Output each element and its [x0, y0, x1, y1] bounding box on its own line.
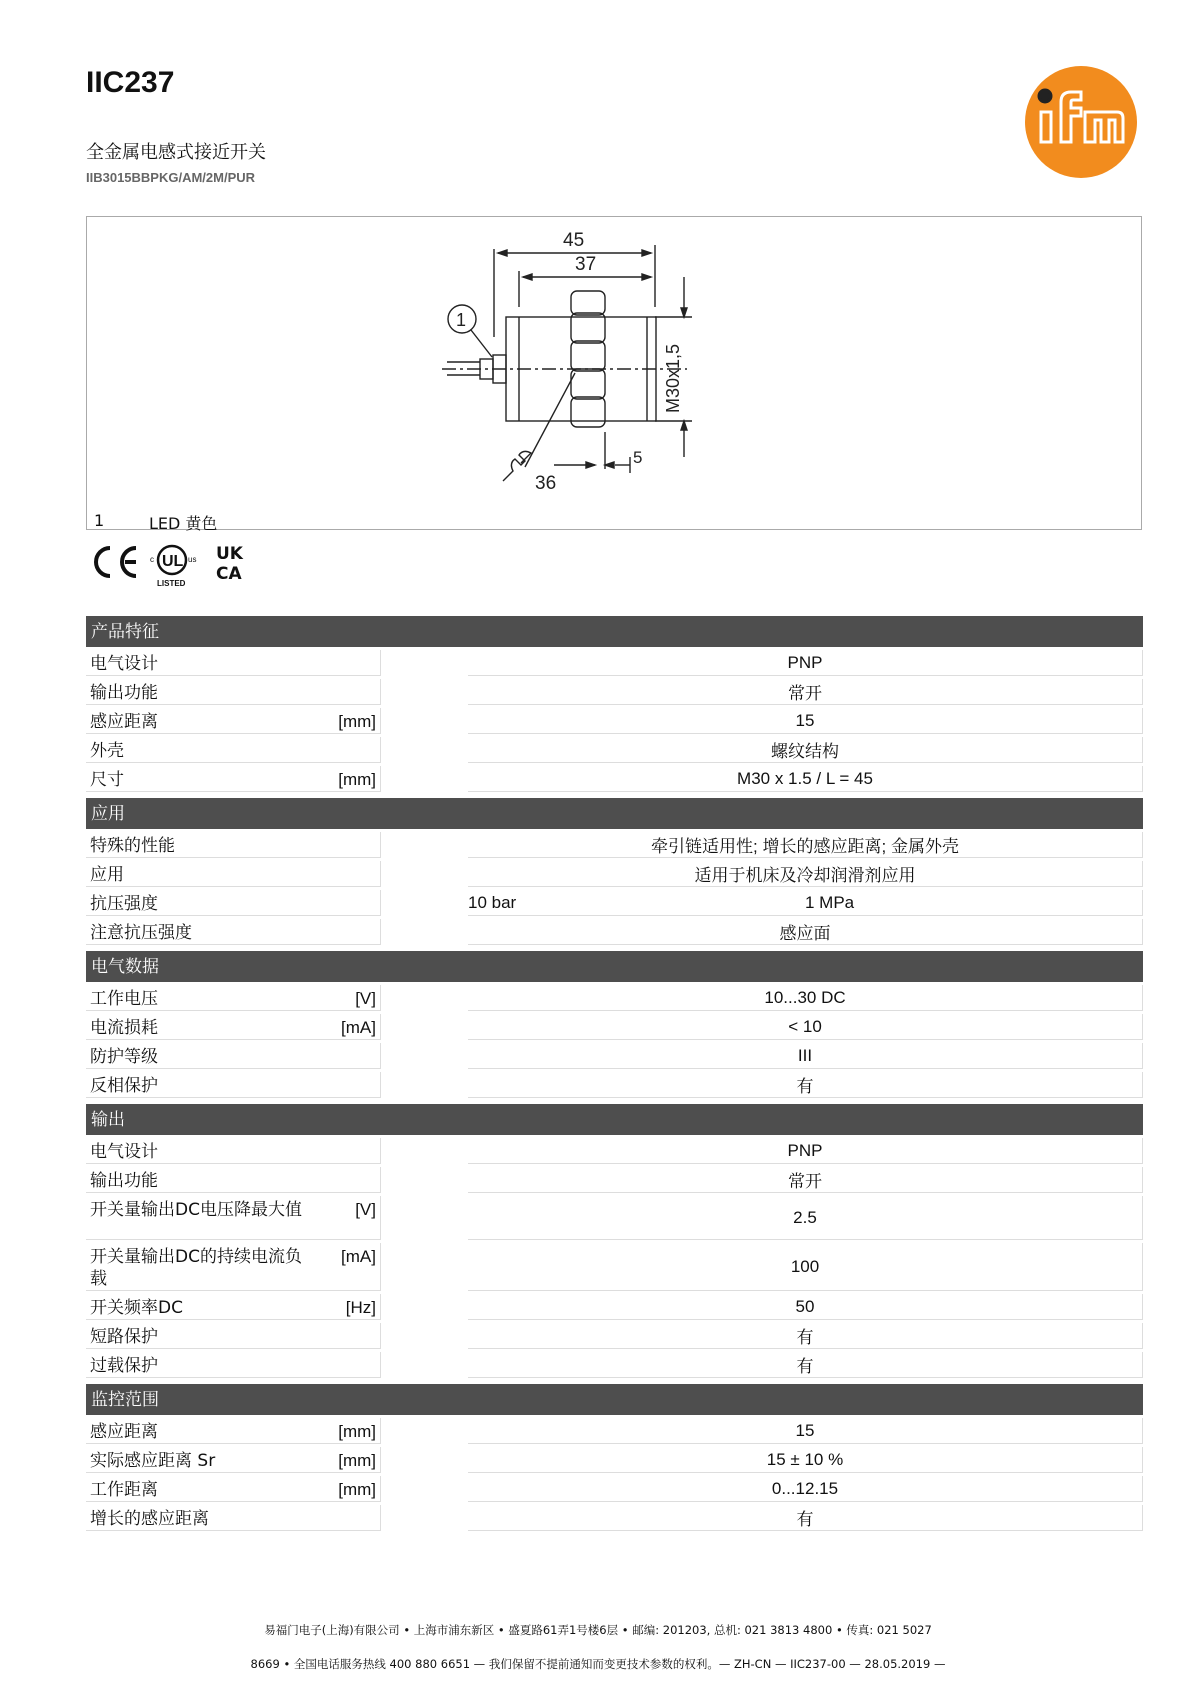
spec-row: [86, 1072, 1143, 1098]
spec-tables: [86, 616, 1143, 1537]
ukca-mark: [216, 544, 244, 584]
spec-label: 开关量输出DC电压降最大值: [90, 1200, 302, 1220]
spec-label: 工作电压: [90, 989, 158, 1009]
spec-label: 特殊的性能: [90, 836, 175, 856]
section-header: 监控范围: [86, 1384, 1143, 1415]
callout-number: 1: [456, 310, 467, 330]
spec-label-cell: [86, 1043, 381, 1069]
spec-row: [86, 1243, 1143, 1291]
spec-value-cell: [468, 1476, 1143, 1502]
spec-value: III: [797, 1045, 813, 1065]
spec-row: [86, 1167, 1143, 1193]
article-code: IIB3015BBPKG/AM/2M/PUR: [86, 170, 256, 185]
spec-value: 有: [796, 1328, 814, 1347]
spec-unit: [mA]: [341, 1018, 376, 1037]
spec-label-cell: [86, 832, 381, 858]
product-subtitle: 全金属电感式接近开关: [86, 142, 266, 163]
spec-label-cell: [86, 890, 381, 916]
spec-section: [86, 951, 1143, 1098]
spec-label: 应用: [90, 865, 124, 885]
spec-row: [86, 1138, 1143, 1164]
spec-row: [86, 1014, 1143, 1040]
svg-text:UK: UK: [216, 544, 243, 564]
spec-value-cell: [468, 1043, 1143, 1069]
spec-label: 反相保护: [90, 1076, 158, 1096]
spec-row: [86, 1418, 1143, 1444]
spec-label: 开关频率DC: [90, 1298, 183, 1318]
spec-label-cell: [86, 650, 381, 676]
spec-unit: [mm]: [338, 712, 376, 731]
spec-row: [86, 890, 1143, 916]
dim-37-label: 37: [575, 254, 597, 275]
spec-value-cell: [468, 919, 1143, 945]
spec-label-cell: [86, 1447, 381, 1473]
spec-value-cell: [468, 1447, 1143, 1473]
spec-row: [86, 1294, 1143, 1320]
spec-unit: [V]: [355, 989, 376, 1008]
spec-value: 有: [796, 1077, 814, 1096]
spec-value-cell: [468, 1072, 1143, 1098]
spec-row: [86, 1476, 1143, 1502]
svg-text:c: c: [150, 555, 154, 564]
spec-label: 输出功能: [90, 1171, 158, 1191]
spec-value-cell: [468, 861, 1143, 887]
ifm-logo: [1023, 64, 1139, 180]
spec-value: PNP: [787, 1140, 823, 1160]
spec-value-cell: [468, 679, 1143, 705]
svg-text:us: us: [188, 555, 197, 564]
spec-label: 过载保护: [90, 1356, 158, 1376]
legend-text: LED 黄色: [149, 514, 218, 533]
spec-section: [86, 1104, 1143, 1378]
spec-label-cell: [86, 679, 381, 705]
spec-value-cell: [468, 766, 1143, 792]
spec-value-cell: [468, 1352, 1143, 1378]
spec-row: [86, 737, 1143, 763]
spec-section: [86, 616, 1143, 792]
spec-label-cell: [86, 766, 381, 792]
spec-label: 电流损耗: [90, 1018, 158, 1038]
spec-label: 电气设计: [90, 1142, 158, 1162]
spec-label-cell: [86, 861, 381, 887]
spec-row: [86, 1196, 1143, 1240]
spec-label-cell: [86, 985, 381, 1011]
spec-label: 增长的感应距离: [90, 1509, 209, 1529]
legend-number: 1: [94, 511, 105, 530]
spec-label-cell: [86, 737, 381, 763]
spec-value: 15: [795, 710, 815, 730]
spec-label: 短路保护: [90, 1327, 158, 1347]
spec-value: 15 ± 10 %: [766, 1449, 844, 1469]
spec-value: 2.5: [793, 1207, 817, 1227]
spec-value-cell: [468, 890, 1143, 916]
spec-unit: [V]: [355, 1200, 376, 1219]
spec-label-cell: [86, 1072, 381, 1098]
spec-value: 常开: [788, 684, 822, 703]
spec-value: 适用于机床及冷却润滑剂应用: [694, 866, 916, 885]
spec-label: 输出功能: [90, 683, 158, 703]
spec-label-cell: [86, 1418, 381, 1444]
spec-row: [86, 708, 1143, 734]
ce-mark: [96, 548, 136, 576]
spec-label-cell: [86, 919, 381, 945]
certification-marks: [92, 540, 272, 590]
spec-value-cell: [468, 1243, 1143, 1291]
spec-value: 有: [796, 1357, 814, 1376]
section-header: 应用: [86, 798, 1143, 829]
spec-label-cell: [86, 1505, 381, 1531]
spec-label-cell: [86, 1167, 381, 1193]
spec-value-cell: [468, 832, 1143, 858]
dim-36-label: 36: [535, 473, 557, 494]
spec-row: [86, 1323, 1143, 1349]
spec-row: [86, 832, 1143, 858]
spec-label: 外壳: [90, 741, 124, 761]
spec-value: 100: [790, 1256, 820, 1276]
spec-label-cell: [86, 708, 381, 734]
spec-label-cell: [86, 1014, 381, 1040]
spec-value-cell: [468, 1196, 1143, 1240]
spec-label-cell: [86, 1138, 381, 1164]
spec-row: [86, 650, 1143, 676]
spec-value: 0...12.15: [771, 1478, 839, 1498]
spec-row: [86, 1447, 1143, 1473]
spec-label: 尺寸: [90, 770, 124, 790]
section-header: 产品特征: [86, 616, 1143, 647]
spec-row: [86, 919, 1143, 945]
spec-value: 10 bar: [468, 892, 517, 912]
section-header: 电气数据: [86, 951, 1143, 982]
svg-text:LISTED: LISTED: [157, 579, 186, 588]
spec-value: 50: [795, 1296, 815, 1316]
spec-label-cell: [86, 1323, 381, 1349]
spec-section: [86, 798, 1143, 945]
spec-value-cell: [468, 1418, 1143, 1444]
spec-value-cell: [468, 1505, 1143, 1531]
spec-value-cell: [468, 737, 1143, 763]
spec-label: 防护等级: [90, 1047, 158, 1067]
spec-label-cell: [86, 1294, 381, 1320]
spec-label: 电气设计: [90, 654, 158, 674]
spec-label-cell: [86, 1476, 381, 1502]
spec-value: 感应面: [779, 924, 831, 943]
spec-label: 感应距离: [90, 712, 158, 732]
spec-row: [86, 985, 1143, 1011]
culus-listed-mark: [150, 546, 196, 588]
spec-unit: [mA]: [341, 1247, 376, 1266]
spec-value-cell: [468, 1167, 1143, 1193]
footer-address: 易福门电子(上海)有限公司 • 上海市浦东新区 • 盛夏路61弄1号楼6层 • 邮编: 201203, 总机: 021 3813 4800 • 传真: 021 5027: [264, 1623, 932, 1637]
dim-5-label: 5: [633, 448, 643, 467]
spec-unit: [mm]: [338, 1480, 376, 1499]
spec-label-cell: [86, 1196, 381, 1240]
spec-value-cell: [468, 650, 1143, 676]
spec-label: 注意抗压强度: [90, 923, 192, 943]
spec-value: PNP: [787, 652, 823, 672]
spec-value: 10...30 DC: [764, 987, 846, 1007]
spec-value-cell: [468, 1014, 1143, 1040]
spec-value-cell: [468, 1323, 1143, 1349]
spec-row: [86, 1505, 1143, 1531]
spec-unit: [mm]: [338, 770, 376, 789]
spec-value: 常开: [788, 1172, 822, 1191]
spec-label-cell: [86, 1243, 381, 1291]
dimension-drawing: [86, 216, 1142, 533]
svg-text:UL: UL: [162, 553, 184, 570]
spec-row: [86, 766, 1143, 792]
spec-value: < 10: [788, 1016, 822, 1036]
footer-legal: 8669 • 全国电话服务热线 400 880 6651 — 我们保留不提前通知而变更技术参数的权利。— ZH-CN — IIC237-00 — 28.05.2019 —: [250, 1657, 946, 1671]
spec-value-cell: [468, 985, 1143, 1011]
spec-value-cell: [468, 708, 1143, 734]
spec-row: [86, 679, 1143, 705]
section-header: 输出: [86, 1104, 1143, 1135]
spec-row: [86, 1352, 1143, 1378]
spec-label-cell: [86, 1352, 381, 1378]
spec-section: [86, 1384, 1143, 1531]
dim-45-label: 45: [563, 230, 585, 251]
spec-label: 实际感应距离 Sr: [90, 1451, 216, 1471]
spec-unit: [mm]: [338, 1422, 376, 1441]
spec-value: 牵引链适用性; 增长的感应距离; 金属外壳: [651, 837, 959, 856]
spec-value: 螺纹结构: [771, 742, 839, 761]
product-title: IIC237: [86, 66, 175, 99]
spec-label: 抗压强度: [90, 894, 158, 914]
spec-unit: [Hz]: [345, 1298, 376, 1317]
spec-value: M30 x 1.5 / L = 45: [737, 768, 873, 788]
spec-value-secondary: 1 MPa: [805, 892, 855, 912]
spec-row: [86, 1043, 1143, 1069]
spec-row: [86, 861, 1143, 887]
dim-m30-label: M30x1,5: [663, 343, 683, 413]
spec-label: 感应距离: [90, 1422, 158, 1442]
spec-value-cell: [468, 1294, 1143, 1320]
spec-label: 开关量输出DC的持续电流负载: [90, 1247, 302, 1289]
spec-value: 15: [795, 1420, 815, 1440]
spec-value-cell: [468, 1138, 1143, 1164]
spec-unit: [mm]: [338, 1451, 376, 1470]
spec-value: 有: [796, 1510, 814, 1529]
svg-text:CA: CA: [216, 564, 242, 584]
spec-label: 工作距离: [90, 1480, 158, 1500]
